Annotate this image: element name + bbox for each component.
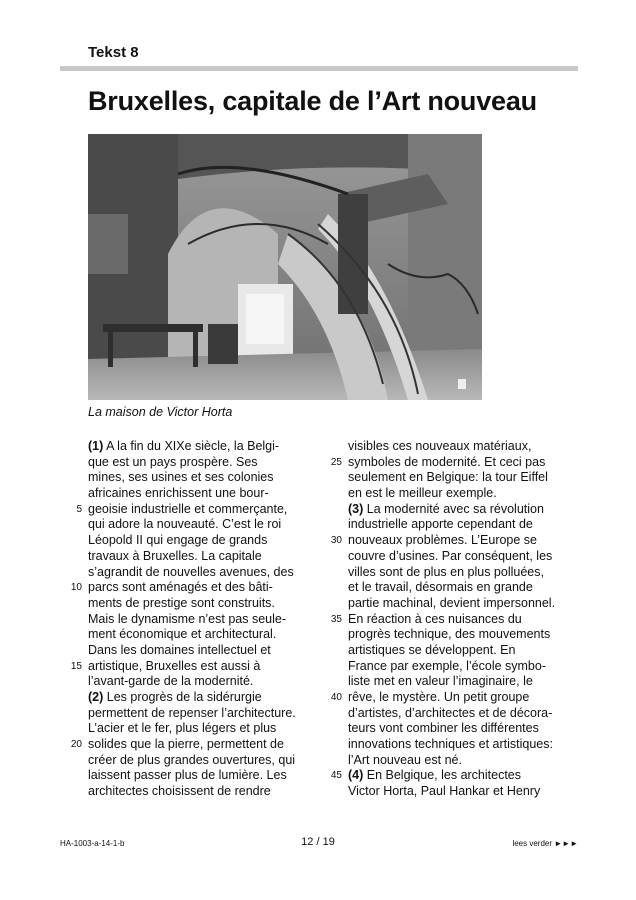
figure-caption: La maison de Victor Horta: [88, 405, 233, 419]
line-text: artistiques se développent. En: [348, 642, 516, 657]
line-text: ment économique et architectural.: [88, 627, 277, 642]
text-line: [348, 549, 583, 565]
line-text: Léopold II qui engage de grands: [88, 533, 268, 548]
line-text: A la fin du XIXe siècle, la Belgi-: [103, 439, 280, 453]
text-column-left: [70, 439, 323, 800]
text-line: [88, 753, 323, 769]
text-line: [88, 721, 323, 737]
line-text: geoisie industrielle et commerçante,: [88, 501, 288, 516]
line-text: laissent passer plus de lumière. Les: [88, 768, 287, 783]
text-line: [88, 612, 323, 628]
text-line: [88, 674, 323, 690]
text-line: [88, 565, 323, 581]
text-line: [348, 596, 583, 612]
line-number: 30: [330, 535, 342, 547]
text-line: [76, 501, 323, 518]
line-number: 35: [330, 613, 342, 625]
header-rule: [60, 66, 578, 71]
line-text: couvre d’usines. Par conséquent, les: [348, 548, 553, 563]
text-line: [348, 470, 583, 486]
text-line: [348, 659, 583, 675]
line-text: France par exemple, l’école symbo-: [348, 658, 546, 673]
text-line: [330, 690, 583, 706]
text-line: [348, 721, 583, 737]
page-number: 12 / 19: [301, 836, 335, 848]
text-line: [88, 470, 323, 486]
text-line: [70, 580, 323, 596]
line-number: 45: [330, 770, 342, 782]
line-text: teurs vont combiner les différentes: [348, 721, 539, 736]
line-text: l’Art nouveau est né.: [348, 752, 462, 767]
text-line: [88, 533, 323, 549]
line-text: et le travail, désormais en grande: [348, 580, 533, 595]
paragraph-number: (4): [348, 768, 364, 783]
continue-indicator: lees verder ►►►: [512, 839, 578, 848]
line-number: 5: [76, 503, 82, 515]
text-column-right: [330, 439, 583, 800]
line-text: qui adore la nouveauté. C’est le roi: [88, 517, 282, 532]
article-title: Bruxelles, capitale de l’Art nouveau: [88, 86, 537, 116]
line-text: mines, ses usines et ses colonies: [88, 470, 274, 485]
text-line: [88, 627, 323, 643]
line-text: Dans les domaines intellectuel et: [88, 642, 271, 657]
text-line: [88, 706, 323, 722]
line-text: industrielle apporte cependant de: [348, 517, 533, 532]
line-text: Les progrès de la sidérurgie: [103, 690, 262, 704]
line-text: Mais le dynamisme n’est pas seule-: [88, 611, 286, 626]
section-label: Tekst 8: [88, 44, 139, 61]
line-text: artistique, Bruxelles est aussi à: [88, 658, 261, 673]
text-line: [88, 439, 323, 455]
line-text: liste met en valeur l’imaginaire, le: [348, 674, 533, 689]
text-line: [330, 533, 583, 549]
line-text: nouveaux problèmes. L’Europe se: [348, 533, 538, 548]
line-text: ments de prestige sont construits.: [88, 595, 275, 610]
text-line: [88, 643, 323, 659]
text-line: [88, 596, 323, 612]
paragraph-number: (2): [88, 690, 104, 704]
line-text: En Belgique, les architectes: [363, 768, 522, 783]
text-line: [348, 674, 583, 690]
text-line: [88, 517, 323, 533]
line-number: 20: [70, 739, 82, 751]
line-text: permettent de repenser l’architecture.: [88, 705, 296, 720]
line-text: en est le meilleur exemple.: [348, 486, 497, 501]
line-text: En réaction à ces nuisances du: [348, 611, 522, 626]
line-text: Victor Horta, Paul Hankar et Henry: [348, 784, 541, 799]
text-line: [348, 580, 583, 596]
text-line: [88, 690, 323, 706]
line-text: La modernité avec sa révolution: [363, 501, 544, 516]
line-text: africaines enrichissent une bour-: [88, 486, 269, 501]
text-line: [348, 784, 583, 800]
text-line: [348, 753, 583, 769]
text-line: [348, 627, 583, 643]
line-text: solides que la pierre, permettent de: [88, 737, 284, 752]
horta-house-photo: [88, 134, 482, 400]
text-line: [348, 439, 583, 455]
line-text: créer de plus grandes ouvertures, qui: [88, 752, 296, 767]
text-line: [88, 768, 323, 784]
paragraph-number: (3): [348, 501, 364, 516]
line-text: villes sont de plus en plus polluées,: [348, 564, 544, 579]
line-text: progrès technique, des mouvements: [348, 627, 551, 642]
line-text: partie machinal, devient impersonnel.: [348, 595, 556, 610]
text-line: [348, 643, 583, 659]
text-line: [348, 502, 583, 518]
text-line: [330, 611, 583, 628]
line-number: 15: [70, 660, 82, 672]
line-number: 10: [70, 582, 82, 594]
paragraph-number: (1): [88, 439, 104, 453]
text-line: [330, 768, 583, 784]
text-line: [88, 486, 323, 502]
line-text: visibles ces nouveaux matériaux,: [348, 439, 532, 453]
line-text: d’artistes, d’architectes et de décora-: [348, 705, 553, 720]
line-text: s’agrandit de nouvelles avenues, des: [88, 564, 294, 579]
line-text: architectes choisissent de rendre: [88, 784, 271, 799]
line-text: que est un pays prospère. Ses: [88, 454, 258, 469]
text-line: [88, 784, 323, 800]
line-number: 25: [330, 456, 342, 468]
line-text: travaux à Bruxelles. La capitale: [88, 548, 262, 563]
text-line: [88, 455, 323, 471]
text-line: [330, 454, 583, 471]
line-text: l’avant-garde de la modernité.: [88, 674, 254, 689]
text-line: [348, 706, 583, 722]
line-text: L’acier et le fer, plus légers et plus: [88, 721, 277, 736]
text-line: [348, 737, 583, 753]
text-line: [348, 486, 583, 502]
text-line: [348, 517, 583, 533]
text-line: [348, 565, 583, 581]
line-number: 40: [330, 692, 342, 703]
line-text: symboles de modernité. Et ceci pas: [348, 454, 546, 469]
line-text: seulement en Belgique: la tour Eiffel: [348, 470, 548, 485]
line-text: rêve, le mystère. Un petit groupe: [348, 690, 530, 704]
line-text: innovations techniques et artistiques:: [348, 737, 553, 752]
document-code: HA-1003-a-14-1-b: [60, 839, 125, 848]
text-line: [88, 549, 323, 565]
line-text: parcs sont aménagés et des bâti-: [88, 580, 273, 595]
text-line: [70, 737, 323, 753]
text-line: [70, 658, 323, 675]
